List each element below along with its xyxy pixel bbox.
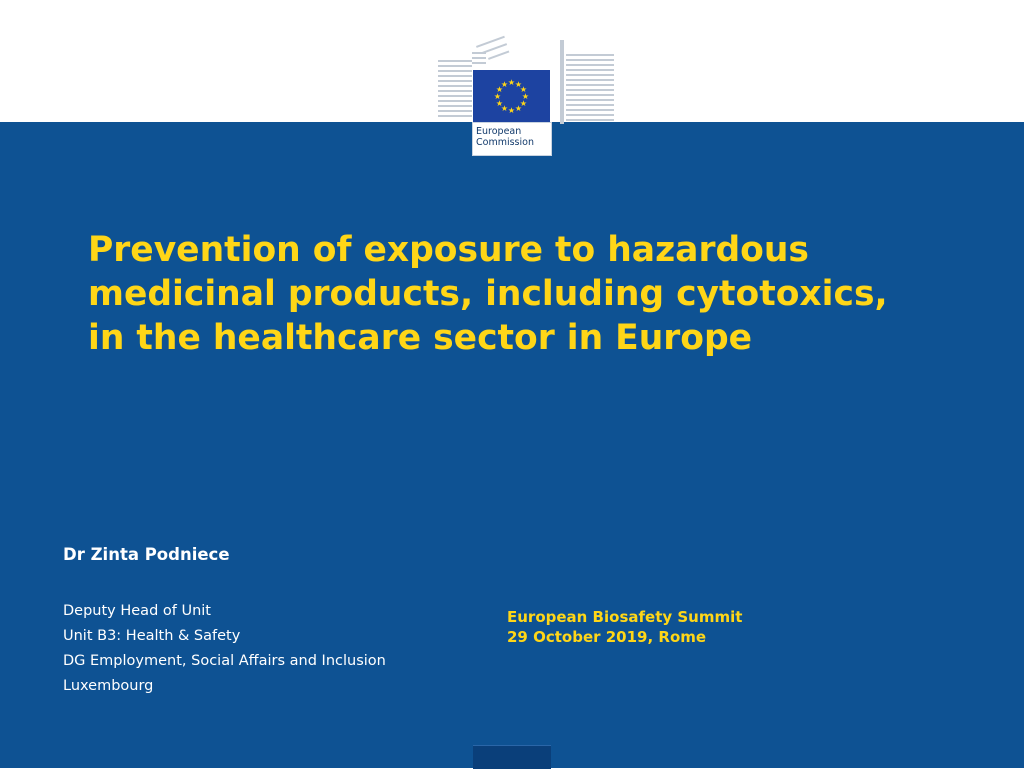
title-line-3: in the healthcare sector in Europe — [88, 318, 753, 358]
affiliation-line: DG Employment, Social Affairs and Inclusion — [63, 653, 386, 669]
svg-text:★: ★ — [493, 92, 502, 101]
title-line-2: medicinal products, including cytotoxics, — [88, 274, 888, 314]
affiliation-line: Deputy Head of Unit — [63, 603, 211, 619]
svg-text:★: ★ — [507, 106, 516, 115]
logo-line-2: Commission — [476, 137, 534, 148]
speaker-name: Dr Zinta Podniece — [63, 545, 230, 564]
svg-text:★: ★ — [495, 99, 504, 108]
event-info — [507, 607, 742, 647]
affiliation-line: Luxembourg — [63, 678, 154, 694]
svg-text:★: ★ — [500, 104, 509, 113]
svg-text:★: ★ — [514, 80, 523, 89]
title-line-1: Prevention of exposure to hazardous — [88, 230, 809, 270]
event-date-place: 29 October 2019, Rome — [507, 628, 707, 646]
svg-text:★: ★ — [521, 92, 530, 101]
svg-text:★: ★ — [519, 85, 528, 94]
bottom-tab — [473, 745, 551, 769]
svg-text:★: ★ — [507, 78, 516, 87]
svg-text:★: ★ — [514, 104, 523, 113]
european-commission-logo — [436, 30, 616, 156]
logo-line-1: European — [476, 126, 522, 137]
svg-text:★: ★ — [519, 99, 528, 108]
event-name: European Biosafety Summit — [507, 608, 743, 626]
slide-title — [88, 228, 968, 360]
logo-label — [476, 126, 550, 148]
speaker-affiliation — [63, 599, 386, 699]
svg-text:★: ★ — [500, 80, 509, 89]
affiliation-line: Unit B3: Health & Safety — [63, 628, 241, 644]
svg-text:★: ★ — [495, 85, 504, 94]
